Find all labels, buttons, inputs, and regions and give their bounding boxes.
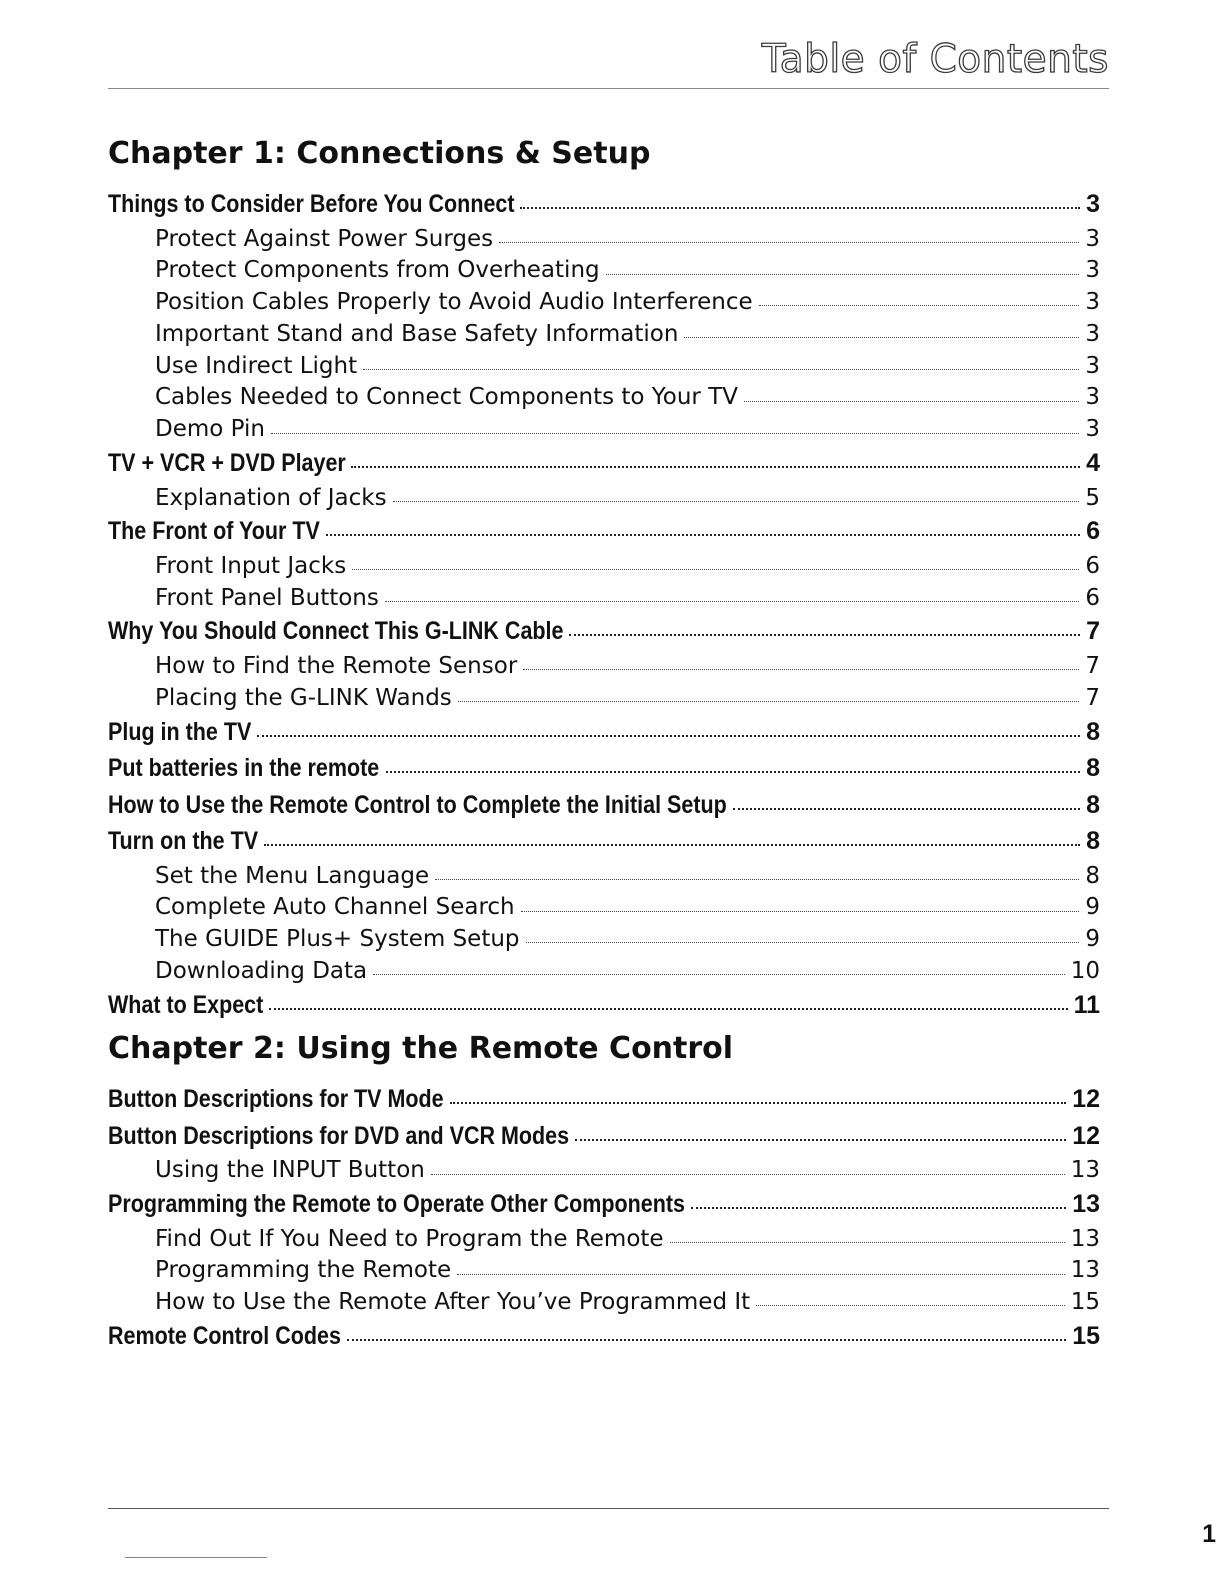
entry-title: Set the Menu Language bbox=[155, 862, 430, 889]
dot-leader bbox=[575, 1119, 1066, 1144]
dot-leader bbox=[759, 286, 1080, 309]
entry-title: Programming the Remote bbox=[155, 1257, 452, 1284]
entry-page-number: 9 bbox=[1085, 894, 1100, 921]
entry-page-number: 9 bbox=[1085, 926, 1100, 953]
toc-section-entry[interactable] bbox=[108, 613, 1100, 650]
toc-section-entry[interactable] bbox=[108, 1186, 1100, 1223]
entry-title: Using the INPUT Button bbox=[155, 1157, 425, 1184]
entry-page-number: 3 bbox=[1085, 416, 1100, 443]
dot-leader bbox=[523, 650, 1079, 673]
entry-title: Plug in the TV bbox=[108, 717, 252, 746]
page-number: 1 bbox=[1202, 1520, 1216, 1548]
toc-subsection-entry[interactable] bbox=[108, 482, 1100, 514]
entry-title: The GUIDE Plus+ System Setup bbox=[155, 926, 520, 953]
dot-leader bbox=[457, 1254, 1065, 1277]
dot-leader bbox=[756, 1286, 1065, 1309]
entry-title: Button Descriptions for TV Mode bbox=[108, 1085, 444, 1114]
table-of-contents bbox=[108, 134, 1100, 1354]
toc-subsection-entry[interactable] bbox=[108, 955, 1100, 987]
entry-page-number: 15 bbox=[1072, 1321, 1100, 1350]
toc-section-entry[interactable] bbox=[108, 750, 1100, 787]
entry-page-number: 6 bbox=[1086, 517, 1100, 546]
toc-subsection-entry[interactable] bbox=[108, 318, 1100, 350]
toc-subsection-entry[interactable] bbox=[108, 550, 1100, 582]
entry-title: Downloading Data bbox=[155, 957, 368, 984]
entry-title: Explanation of Jacks bbox=[155, 484, 387, 511]
entry-title: Use Indirect Light bbox=[155, 352, 358, 379]
entry-page-number: 13 bbox=[1070, 1257, 1100, 1284]
toc-subsection-entry[interactable] bbox=[108, 223, 1100, 255]
entry-page-number: 4 bbox=[1086, 449, 1100, 478]
dot-leader bbox=[271, 413, 1079, 436]
entry-page-number: 10 bbox=[1070, 957, 1100, 984]
toc-section-entry[interactable] bbox=[108, 513, 1100, 550]
toc-subsection-entry[interactable] bbox=[108, 1286, 1100, 1318]
entry-title: Programming the Remote to Operate Other Components bbox=[108, 1190, 685, 1219]
page-header bbox=[108, 30, 1109, 89]
entry-title: Find Out If You Need to Program the Remote bbox=[155, 1225, 664, 1252]
entry-title: Front Panel Buttons bbox=[155, 584, 379, 611]
dot-leader bbox=[744, 381, 1079, 404]
dot-leader bbox=[450, 1082, 1066, 1107]
entry-title: Put batteries in the remote bbox=[108, 754, 380, 783]
toc-section-entry[interactable] bbox=[108, 186, 1100, 223]
dot-leader bbox=[386, 751, 1081, 776]
toc-subsection-entry[interactable] bbox=[108, 413, 1100, 445]
entry-title: Button Descriptions for DVD and VCR Modes bbox=[108, 1121, 570, 1150]
entry-title: Placing the G-LINK Wands bbox=[155, 684, 452, 711]
entry-page-number: 15 bbox=[1070, 1289, 1100, 1316]
entry-title: Complete Auto Channel Search bbox=[155, 894, 515, 921]
entry-page-number: 3 bbox=[1085, 225, 1100, 252]
entry-title: What to Expect bbox=[108, 990, 264, 1019]
entry-page-number: 6 bbox=[1085, 584, 1100, 611]
chapter-heading: Chapter 2: Using the Remote Control bbox=[108, 1031, 734, 1067]
dot-leader bbox=[606, 254, 1080, 277]
toc-subsection-entry[interactable] bbox=[108, 860, 1100, 892]
entry-page-number: 11 bbox=[1073, 990, 1100, 1019]
dot-leader bbox=[435, 860, 1079, 883]
dot-leader bbox=[264, 824, 1080, 849]
toc-subsection-entry[interactable] bbox=[108, 286, 1100, 318]
corner-rule bbox=[125, 1557, 267, 1558]
dot-leader bbox=[363, 350, 1079, 373]
toc-section-entry[interactable] bbox=[108, 1118, 1100, 1155]
entry-title: Remote Control Codes bbox=[108, 1321, 341, 1350]
dot-leader bbox=[385, 582, 1079, 605]
dot-leader bbox=[326, 514, 1080, 539]
toc-section-entry[interactable] bbox=[108, 1318, 1100, 1355]
entry-title: Cables Needed to Connect Components to Your TV bbox=[155, 384, 738, 411]
entry-title: The Front of Your TV bbox=[108, 517, 320, 546]
entry-page-number: 12 bbox=[1072, 1085, 1100, 1114]
entry-title: How to Find the Remote Sensor bbox=[155, 652, 518, 679]
toc-subsection-entry[interactable] bbox=[108, 923, 1100, 955]
entry-title: Turn on the TV bbox=[108, 827, 259, 856]
dot-leader bbox=[521, 891, 1080, 914]
dot-leader bbox=[257, 715, 1080, 740]
entry-title: Protect Components from Overheating bbox=[155, 257, 600, 284]
entry-page-number: 8 bbox=[1086, 790, 1100, 819]
entry-title: How to Use the Remote Control to Complete the Initial Setup bbox=[108, 790, 727, 819]
dot-leader bbox=[347, 1319, 1066, 1344]
dot-leader bbox=[431, 1154, 1065, 1177]
toc-subsection-entry[interactable] bbox=[108, 1223, 1100, 1255]
toc-subsection-entry[interactable] bbox=[108, 381, 1100, 413]
toc-subsection-entry[interactable] bbox=[108, 1254, 1100, 1286]
entry-page-number: 5 bbox=[1085, 484, 1100, 511]
entry-title: Things to Consider Before You Connect bbox=[108, 190, 515, 218]
toc-section-entry[interactable] bbox=[108, 1081, 1100, 1118]
entry-page-number: 8 bbox=[1085, 862, 1100, 889]
toc-subsection-entry[interactable] bbox=[108, 891, 1100, 923]
dot-leader bbox=[733, 788, 1080, 813]
entry-page-number: 12 bbox=[1072, 1121, 1100, 1150]
entry-title: Position Cables Properly to Avoid Audio Interference bbox=[155, 289, 753, 316]
toc-subsection-entry[interactable] bbox=[108, 1154, 1100, 1186]
page-title: Table of Contents bbox=[761, 37, 1109, 82]
entry-page-number: 8 bbox=[1086, 754, 1100, 783]
entry-page-number: 3 bbox=[1085, 352, 1100, 379]
toc-subsection-entry[interactable] bbox=[108, 682, 1100, 714]
entry-title: Why You Should Connect This G-LINK Cable bbox=[108, 617, 564, 646]
toc-section-entry[interactable] bbox=[108, 987, 1100, 1024]
entry-title: Front Input Jacks bbox=[155, 552, 347, 579]
entry-page-number: 13 bbox=[1072, 1190, 1100, 1219]
entry-title: TV + VCR + DVD Player bbox=[108, 449, 346, 478]
entry-page-number: 6 bbox=[1085, 552, 1100, 579]
toc-section-entry[interactable] bbox=[108, 445, 1100, 482]
toc-subsection-entry[interactable] bbox=[108, 582, 1100, 614]
dot-leader bbox=[351, 446, 1080, 471]
toc-subsection-entry[interactable] bbox=[108, 350, 1100, 382]
entry-page-number: 8 bbox=[1086, 717, 1100, 746]
dot-leader bbox=[499, 223, 1079, 246]
entry-page-number: 8 bbox=[1086, 827, 1100, 856]
dot-leader bbox=[393, 482, 1080, 505]
entry-page-number: 3 bbox=[1086, 190, 1100, 218]
toc-section-entry[interactable] bbox=[108, 823, 1100, 860]
entry-page-number: 7 bbox=[1085, 652, 1100, 679]
entry-title: Protect Against Power Surges bbox=[155, 225, 494, 252]
dot-leader bbox=[526, 923, 1080, 946]
dot-leader bbox=[352, 550, 1079, 573]
entry-page-number: 7 bbox=[1085, 684, 1100, 711]
entry-page-number: 13 bbox=[1070, 1225, 1100, 1252]
dot-leader bbox=[569, 614, 1080, 639]
entry-title: Demo Pin bbox=[155, 416, 265, 443]
entry-page-number: 7 bbox=[1086, 617, 1100, 646]
toc-section-entry[interactable] bbox=[108, 714, 1100, 751]
entry-title: Important Stand and Base Safety Information bbox=[155, 320, 679, 347]
dot-leader bbox=[520, 187, 1080, 212]
toc-subsection-entry[interactable] bbox=[108, 254, 1100, 286]
dot-leader bbox=[458, 682, 1080, 705]
entry-page-number: 3 bbox=[1085, 384, 1100, 411]
toc-subsection-entry[interactable] bbox=[108, 650, 1100, 682]
entry-page-number: 3 bbox=[1085, 320, 1100, 347]
entry-page-number: 3 bbox=[1085, 289, 1100, 316]
footer-rule bbox=[108, 1508, 1109, 1509]
entry-title: How to Use the Remote After You’ve Programmed It bbox=[155, 1289, 751, 1316]
dot-leader bbox=[670, 1223, 1065, 1246]
chapter-heading: Chapter 1: Connections & Setup bbox=[108, 136, 651, 171]
entry-page-number: 3 bbox=[1085, 257, 1100, 284]
entry-page-number: 13 bbox=[1070, 1157, 1100, 1184]
toc-section-entry[interactable] bbox=[108, 787, 1100, 824]
dot-leader bbox=[269, 988, 1068, 1013]
dot-leader bbox=[691, 1187, 1066, 1212]
dot-leader bbox=[373, 955, 1065, 978]
dot-leader bbox=[684, 318, 1079, 341]
